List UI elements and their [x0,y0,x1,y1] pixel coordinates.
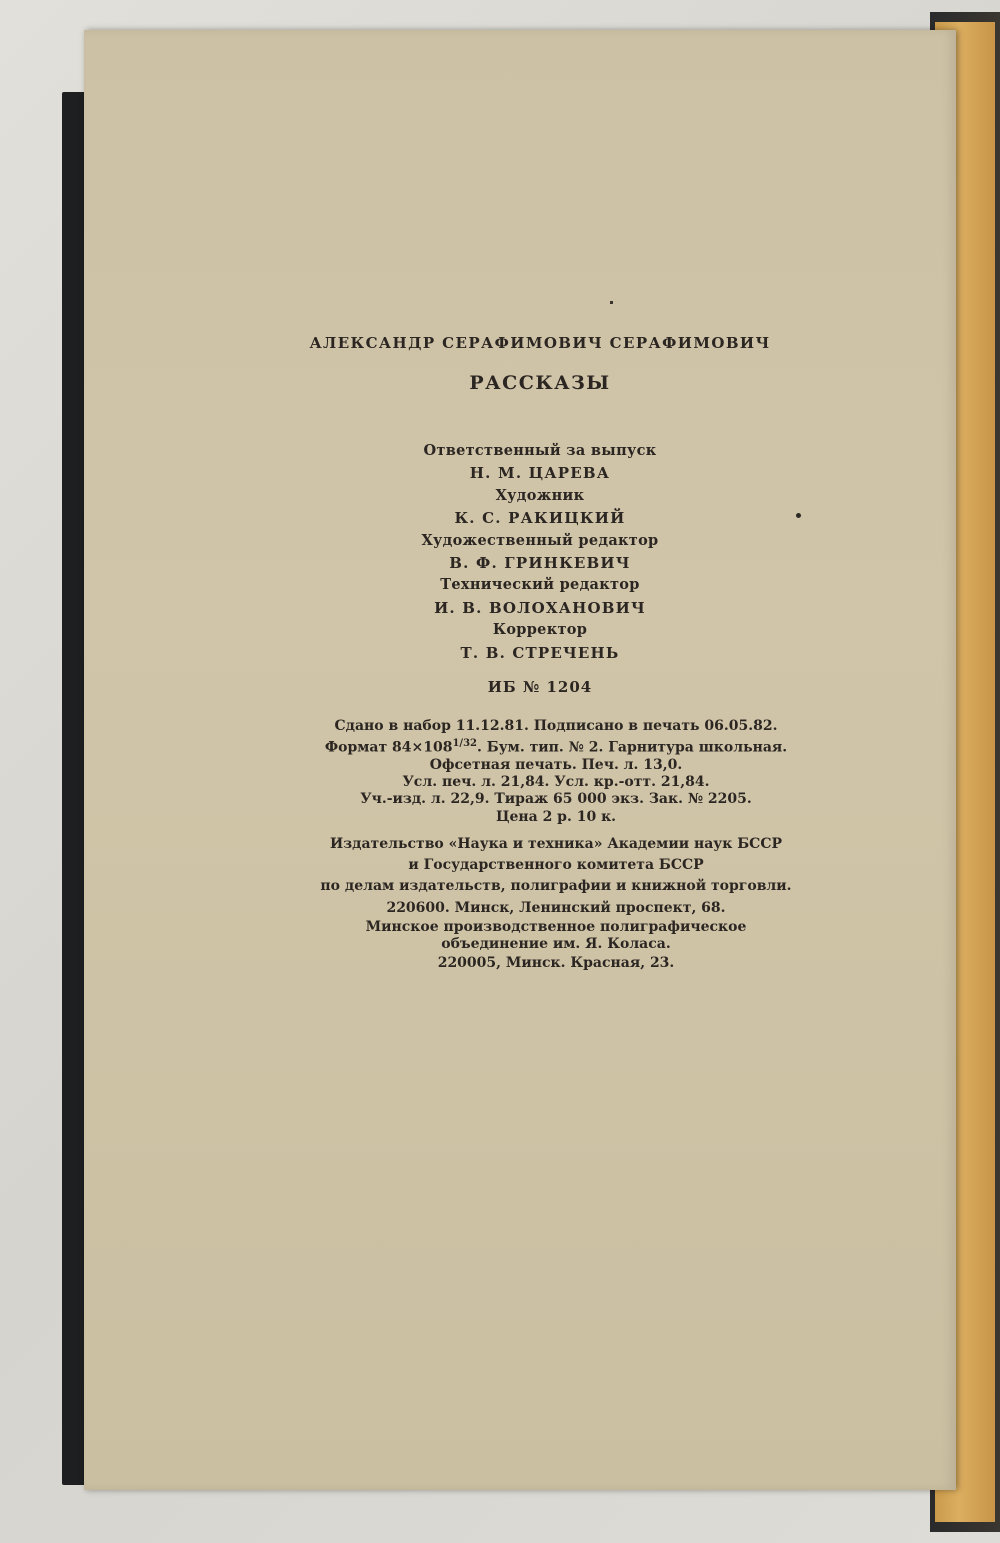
ib-number: ИБ № 1204 [487,678,593,696]
publisher-line: и Государственного комитета БССР [408,857,704,874]
print-line: Уч.-изд. л. 22,9. Тираж 65 000 экз. Зак. № 2205. [360,791,752,808]
publisher-address: 220600. Минск, Ленинский проспект, 68. [386,899,726,916]
credit-name: И. В. ВОЛОХАНОВИЧ [434,598,646,617]
print-format-line [0,735,1000,757]
format-suffix: . Бум. тип. № 2. Гарнитура школьная. [477,739,788,756]
printer-address: 220005, Минск. Красная, 23. [437,954,675,971]
print-line: Усл. печ. л. 21,84. Усл. кр.-отт. 21,84. [402,774,710,791]
credit-name: Т. В. СТРЕЧЕНЬ [460,643,620,662]
format-fraction: 1/32 [452,738,477,750]
publisher-info [0,834,1000,974]
price-line: Цена 2 р. 10 к. [495,808,617,825]
credit-role: Художник [495,486,585,504]
printer-line: Минское производственное полиграфическое [365,918,747,935]
print-line: Сдано в набор 11.12.81. Подписано в печать 06.05.82. [334,718,778,734]
credit-name: К. С. РАКИЦКИЙ [454,509,626,528]
credits-list [0,440,1000,664]
author-name: АЛЕКСАНДР СЕРАФИМОВИЧ СЕРАФИМОВИЧ [309,334,771,352]
printer-line: объединение им. Я. Коласа. [441,935,671,952]
credit-name: В. Ф. ГРИНКЕВИЧ [449,554,631,573]
ink-mark [610,301,613,304]
credit-role: Художественный редактор [421,531,659,549]
format-prefix: Формат 84×108 [324,739,453,756]
credit-role: Корректор [492,621,588,639]
publisher-line: по делам издательств, полиграфии и книжной торговли. [320,878,792,895]
print-line: Офсетная печать. Печ. л. 13,0. [429,757,683,774]
print-details [0,718,1000,826]
credit-role: Технический редактор [440,576,640,594]
publisher-line: Издательство «Наука и техника» Академии наук БССР [329,836,782,852]
book-title: РАССКАЗЫ [469,372,611,394]
credit-role: Ответственный за выпуск [423,442,657,459]
credit-name: Н. М. ЦАРЕВА [469,464,611,483]
